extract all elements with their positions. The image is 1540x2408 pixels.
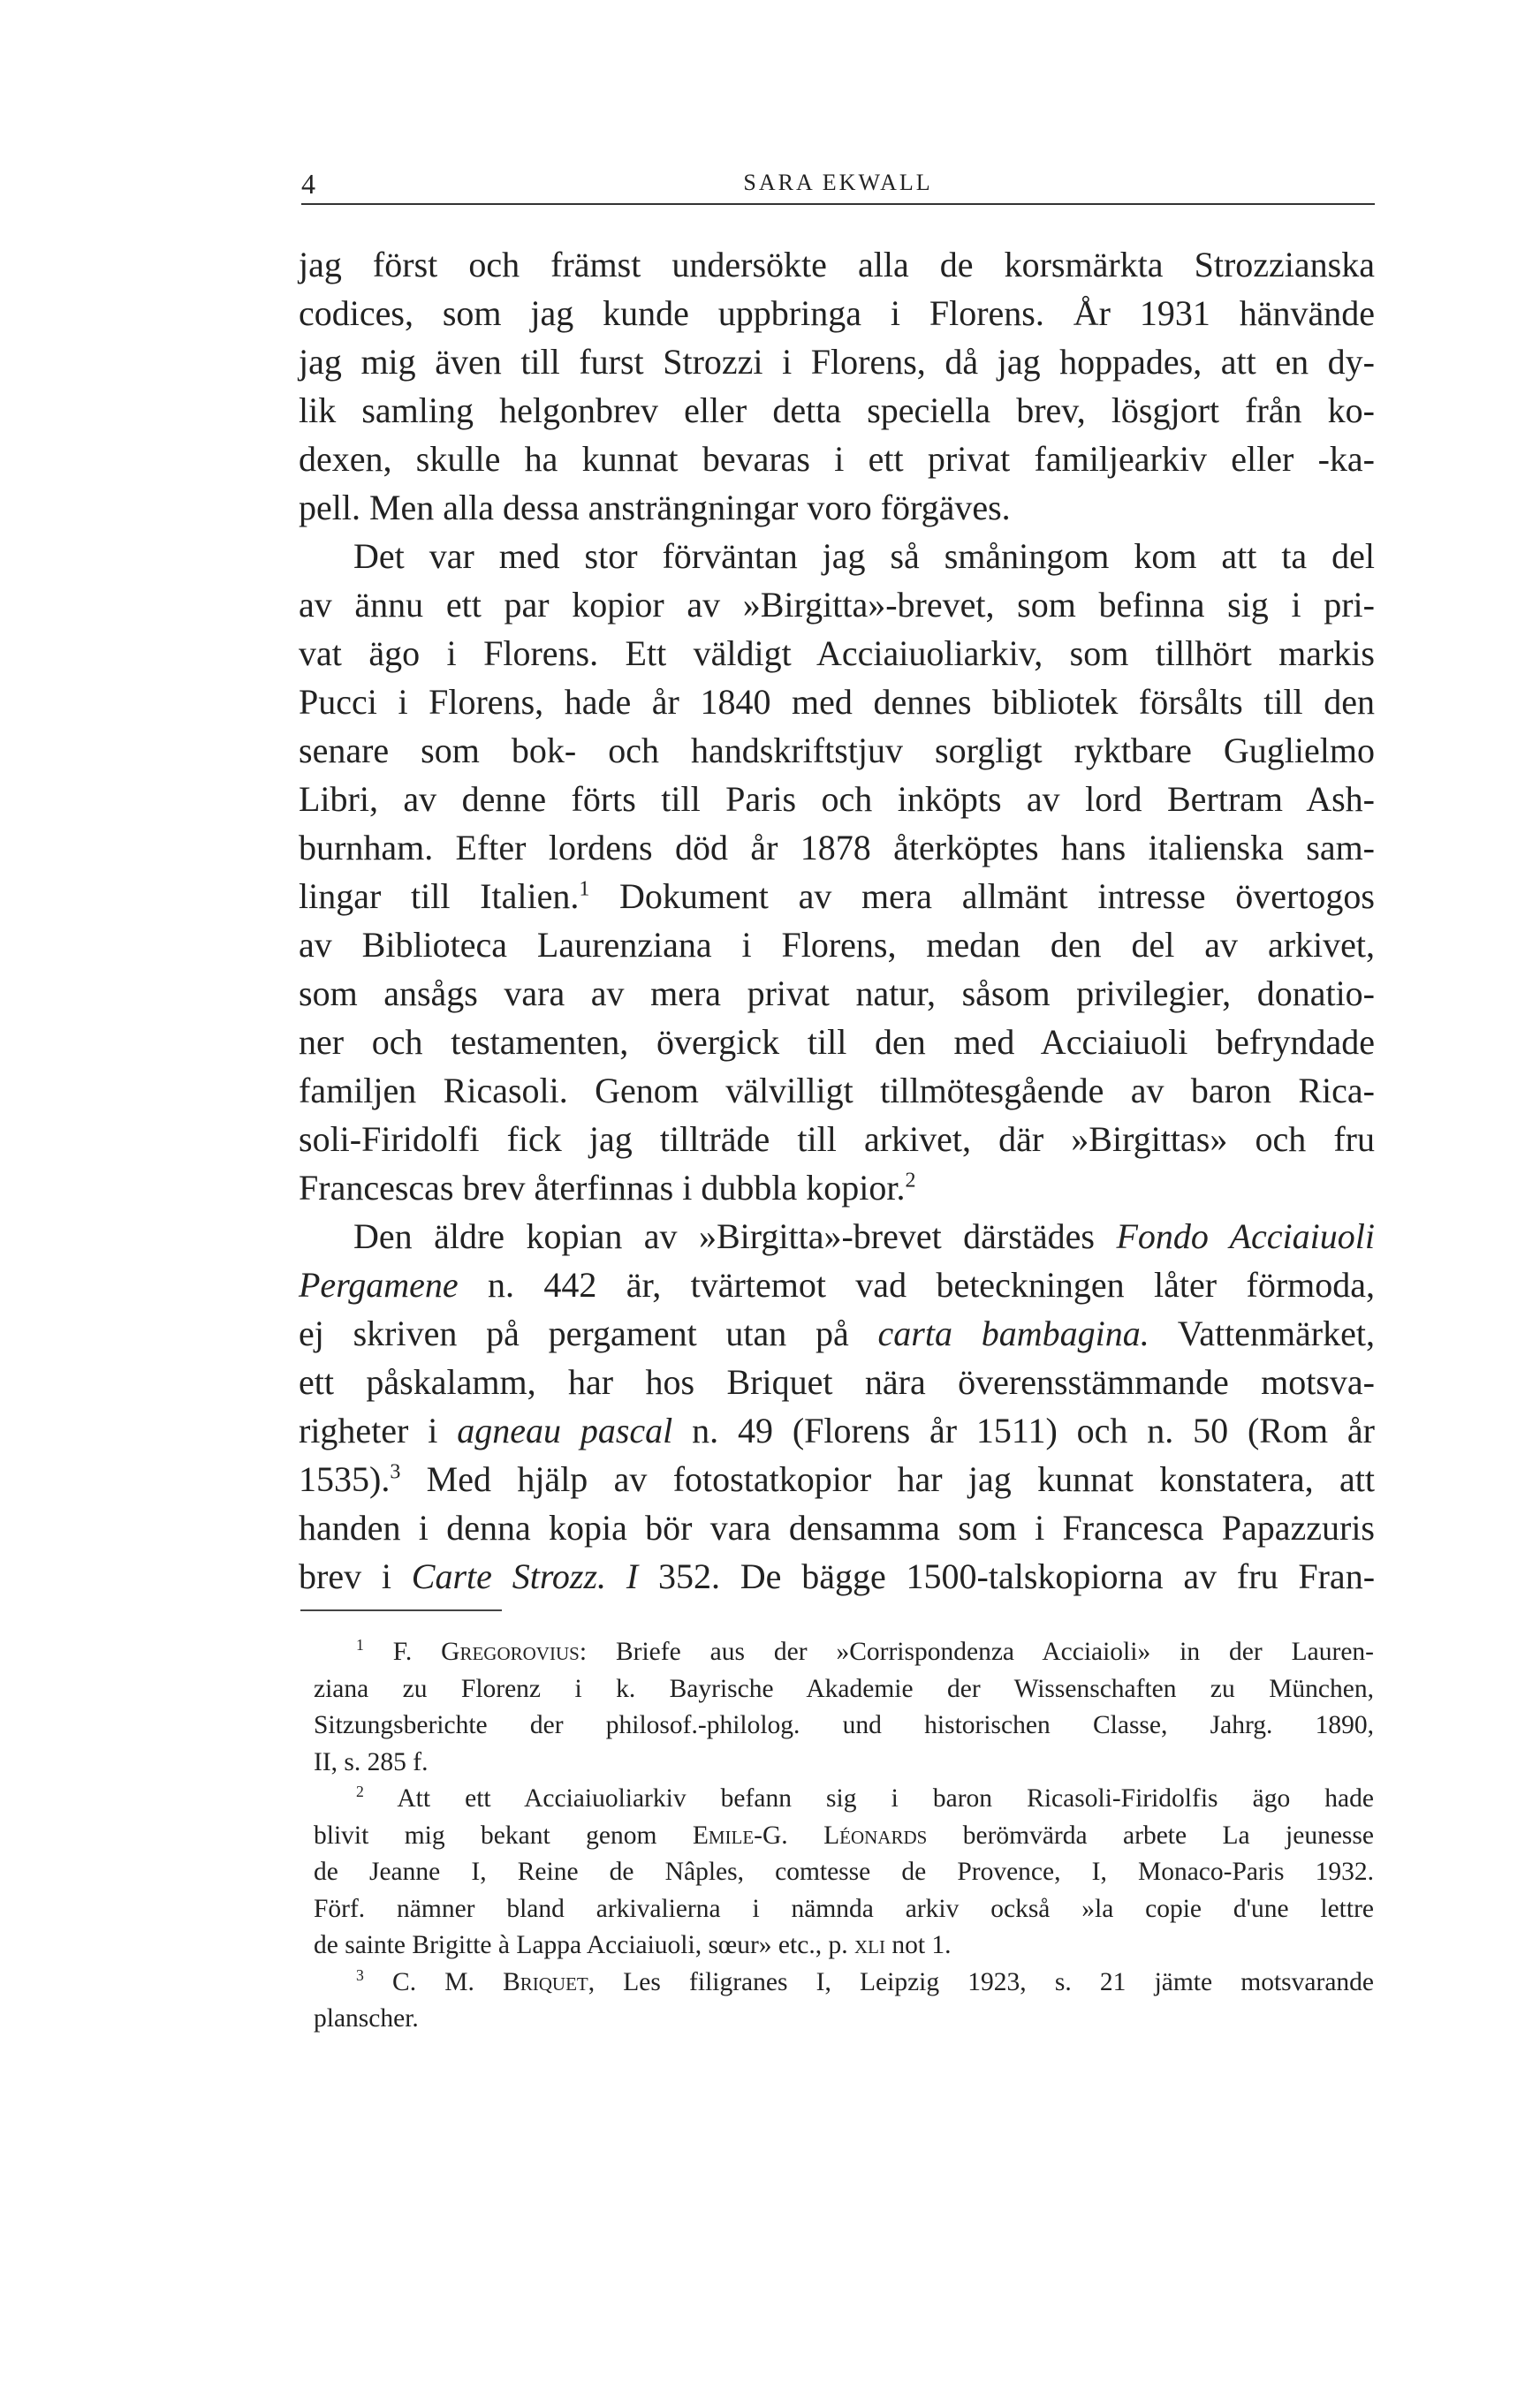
body-italic: carta bambagina. — [877, 1314, 1149, 1353]
running-head: SARA EKWALL — [743, 170, 933, 195]
footnote-author: Briquet — [503, 1967, 588, 1996]
body-text-span: n. 49 (Florens år 1511) och n. 50 (Rom år — [672, 1411, 1375, 1450]
footnote-1 — [314, 1634, 1374, 1671]
footnote-line: planscher. — [314, 2004, 419, 2033]
footnote-text: : Briefe aus der »Corrispondenza Acciaioli» in der Lauren- — [579, 1638, 1374, 1666]
body-line — [299, 1406, 1375, 1455]
footnote-text: berömvärda arbete La jeunesse — [927, 1821, 1374, 1850]
footnote-ref-1[interactable]: 1 — [579, 877, 590, 901]
body-line: Det var med stor förväntan jag så småningom kom att ta del — [353, 536, 1375, 576]
body-line — [299, 1212, 1375, 1261]
body-text-span: n. 442 är, tvärtemot vad beteckningen låter förmoda, — [458, 1265, 1375, 1305]
footnote-text: C. M. — [392, 1967, 504, 1996]
body-line: pell. Men alla dessa ansträngningar voro förgäves. — [299, 488, 1011, 527]
body-italic: Fondo Acciaiuoli — [1116, 1216, 1376, 1256]
body-line: handen i denna kopia bör vara densamma som i Francesca Papazzuris — [299, 1508, 1375, 1548]
body-line: vat ägo i Florens. Ett väldigt Acciaiuoliarkiv, som tillhört markis — [299, 633, 1375, 673]
body-line: soli-Firidolfi fick jag tillträde till arkivet, där »Birgittas» och fru — [299, 1119, 1375, 1159]
body-line: jag mig även till furst Strozzi i Florens, då jag hoppades, att en dy- — [299, 342, 1375, 382]
body-text-span: ej skriven på pergament utan på — [299, 1314, 878, 1353]
body-line: lik samling helgonbrev eller detta speciella brev, lösgjort från ko- — [299, 390, 1375, 430]
body-text — [299, 240, 1375, 1601]
body-text-span: lingar till Italien. — [299, 876, 580, 916]
body-line — [299, 1163, 1375, 1212]
body-text-span: 352. De bägge 1500-talskopiorna av fru Fran- — [638, 1556, 1376, 1596]
body-italic: Pergamene — [299, 1265, 459, 1305]
body-line: av ännu ett par kopior av »Birgitta»-brevet, som befinna sig i pri- — [299, 585, 1375, 625]
body-line — [299, 1261, 1375, 1309]
footnote-line: Förf. nämner bland arkivalierna i nämnda arkiv också »la copie d'une lettre — [314, 1894, 1374, 1923]
body-line: burnham. Efter lordens död år 1878 återköptes hans italienska sam- — [299, 828, 1375, 867]
footnote-ref-2[interactable]: 2 — [905, 1169, 916, 1193]
body-text-span: Francescas brev återfinnas i dubbla kopior. — [299, 1168, 906, 1208]
body-line: senare som bok- och handskriftstjuv sorgligt ryktbare Guglielmo — [299, 731, 1375, 770]
footnote-line: de Jeanne I, Reine de Nâples, comtesse de Provence, I, Monaco-Paris 1932. — [314, 1858, 1374, 1886]
footnotes — [314, 1634, 1374, 2038]
footnote-line: ziana zu Florenz i k. Bayrische Akademie der Wissenschaften zu München, — [314, 1674, 1374, 1703]
body-line: jag först och främst undersökte alla de korsmärkta Strozzianska — [299, 245, 1375, 284]
footnote-ref-3[interactable]: 3 — [390, 1460, 401, 1484]
body-line: av Biblioteca Laurenziana i Florens, medan den del av arkivet, — [299, 925, 1375, 965]
footnote-divider — [300, 1609, 502, 1611]
footnote-author: Emile-G. Léonards — [692, 1821, 928, 1850]
body-line — [299, 1552, 1375, 1601]
body-text-span: Med hjälp av fotostatkopior har jag kunnat konstatera, att — [400, 1459, 1375, 1499]
footnote-text: , Les filigranes I, Leipzig 1923, s. 21 jämte motsvarande — [588, 1967, 1375, 1996]
body-line: ner och testamenten, övergick till den med Acciaiuoli befryndade — [299, 1022, 1375, 1062]
body-italic: Carte Strozz. I — [411, 1556, 639, 1596]
body-line: codices, som jag kunde uppbringa i Florens. År 1931 hänvände — [299, 293, 1375, 333]
footnote-text: blivit mig bekant genom — [314, 1821, 693, 1850]
footnote-marker: 3 — [356, 1965, 364, 1984]
body-text-span: Vattenmärket, — [1149, 1314, 1375, 1353]
body-line — [299, 872, 1375, 920]
body-text-span: righeter i — [299, 1411, 458, 1450]
body-line: familjen Ricasoli. Genom välvilligt tillmötesgående av baron Rica- — [299, 1071, 1375, 1110]
footnote-marker: 1 — [356, 1636, 364, 1655]
body-line: ett påskalamm, har hos Briquet nära överensstämmande motsva- — [299, 1362, 1375, 1402]
footnote-3 — [314, 1965, 1374, 2002]
footnote-line: II, s. 285 f. — [314, 1747, 429, 1776]
body-line: Pucci i Florens, hade år 1840 med dennes bibliotek försålts till den — [299, 682, 1375, 722]
body-text-span: 1535). — [299, 1459, 391, 1499]
footnote-text: Att ett Acciaiuoliarkiv befann sig i baron Ricasoli-Firidolfis ägo hade — [397, 1784, 1374, 1813]
footnote-small-caps: xli — [853, 1931, 885, 1959]
footnote-author: F. Gregorovius — [392, 1638, 580, 1666]
footnote-line: Sitzungsberichte der philosof.-philolog. und historischen Classe, Jahrg. 1890, — [314, 1711, 1374, 1739]
page-header — [301, 168, 1375, 205]
footnote-text: not 1. — [884, 1931, 952, 1959]
page-number: 4 — [301, 168, 315, 200]
footnote-2 — [314, 1781, 1374, 1818]
body-line — [299, 1309, 1375, 1358]
footnote-text: de sainte Brigitte à Lappa Acciaiuoli, sœur» etc., p. — [314, 1931, 854, 1959]
body-line: som ansågs vara av mera privat natur, såsom privilegier, donatio- — [299, 973, 1375, 1013]
body-line — [299, 1455, 1375, 1503]
body-line: Libri, av denne förts till Paris och inköpts av lord Bertram Ash- — [299, 779, 1375, 819]
body-italic: agneau pascal — [457, 1411, 673, 1450]
body-line: dexen, skulle ha kunnat bevaras i ett privat familjearkiv eller -ka- — [299, 439, 1375, 479]
footnote-line — [314, 1927, 1374, 1965]
footnote-marker: 2 — [356, 1783, 364, 1801]
footnote-line — [314, 1818, 1374, 1855]
body-text-span: Dokument av mera allmänt intresse övertogos — [589, 876, 1375, 916]
body-text-span: Den äldre kopian av »Birgitta»-brevet därstädes — [353, 1216, 1117, 1256]
body-text-span: brev i — [299, 1556, 412, 1596]
